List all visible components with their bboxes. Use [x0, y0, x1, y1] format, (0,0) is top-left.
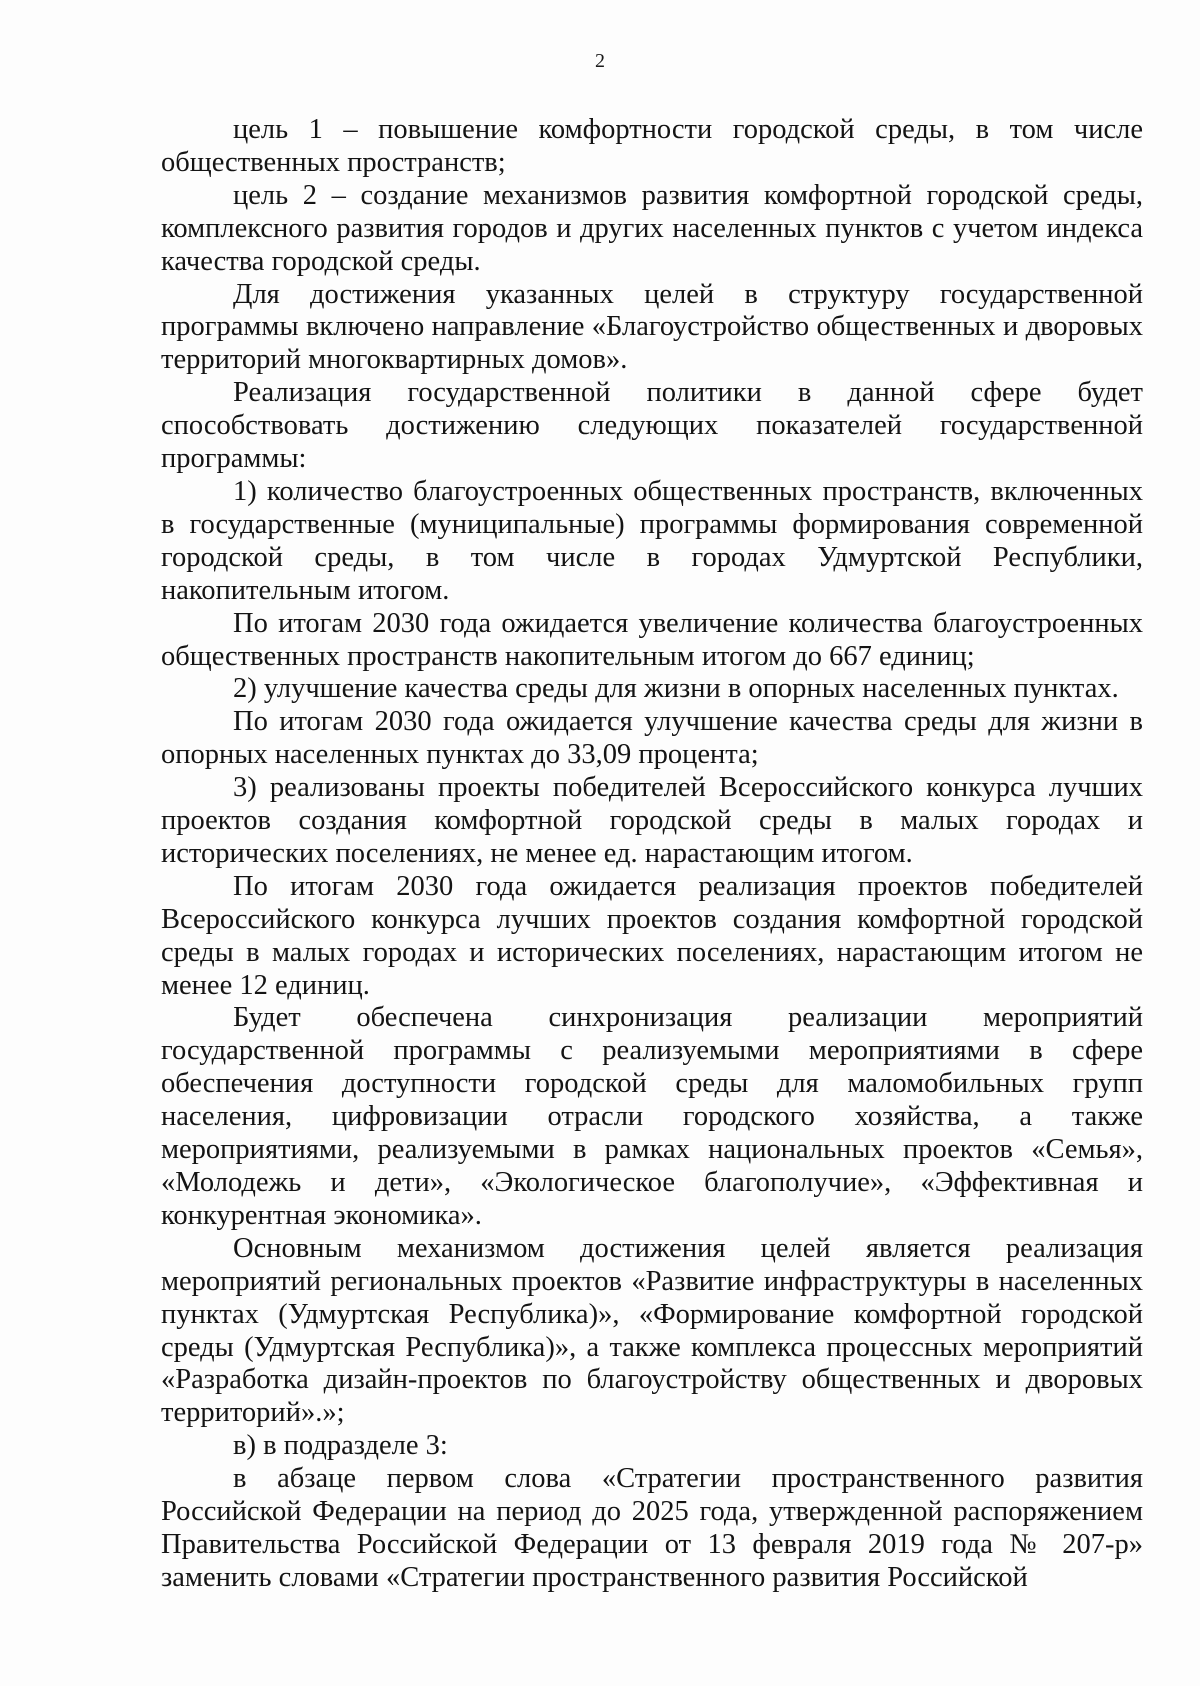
paragraph-first-abzac: в абзаце первом слова «Стратегии пространственного развития Российской Федерации на период до 2025 года, утвержденной распоряжением Правительства Российской Федерации от 13 февраля 2019 года № 207-р» заменить словами «Стратегии пространственного развития Российской [161, 1463, 1143, 1593]
paragraph-mechanism: Основным механизмом достижения целей является реализация мероприятий региональных проектов «Развитие инфраструктуры в населенных пунктах (Удмуртская Республика)», «Формирование комфортной городской среды (Удмуртская Республика)», а также комплекса процессных мероприятий «Разработка дизайн-проектов по благоустройству общественных и дворовых территорий».»; [161, 1232, 1143, 1429]
paragraph-subsection-3: в) в подразделе 3: [233, 1430, 448, 1462]
paragraph-indicator-2: 2) улучшение качества среды для жизни в опорных населенных пунктах. [233, 673, 1119, 705]
paragraph-indicator-1: 1) количество благоустроенных общественных пространств, включенных в государственные (муниципальные) программы формирования современной городской среды, в том числе в городах Удмуртской Республики, накопительным итогом. [161, 475, 1143, 606]
paragraph-indicator-2-result: По итогам 2030 года ожидается улучшение качества среды для жизни в опорных населенных пунктах до 33,09 процента; [161, 706, 1143, 771]
paragraph-indicator-1-result: По итогам 2030 года ожидается увеличение количества благоустроенных общественных пространств накопительным итогом до 667 единиц; [161, 607, 1143, 672]
page-number: 2 [595, 50, 605, 72]
paragraph-indicator-3: 3) реализованы проекты победителей Всероссийского конкурса лучших проектов создания комфортной городской среды в малых городах и исторических поселениях, не менее ед. нарастающим итогом. [161, 772, 1143, 869]
paragraph-synchronization: Будет обеспечена синхронизация реализации мероприятий государственной программы с реализуемыми мероприятиями в сфере обеспечения доступности городской среды для маломобильных групп населения, цифровизации отрасли городского хозяйства, а также мероприятиями, реализуемыми в рамках национальных проектов «Семья», «Молодежь и дети», «Экологическое благополучие», «Эффективная и конкурентная экономика». [161, 1002, 1143, 1231]
paragraph-indicator-3-result: По итогам 2030 года ожидается реализация проектов победителей Всероссийского конкурса лучших проектов создания комфортной городской среды в малых городах и исторических поселениях, нарастающим итогом не менее 12 единиц. [161, 870, 1143, 1001]
paragraph-goal-1: цель 1 – повышение комфортности городской среды, в том числе общественных пространств; [161, 114, 1143, 178]
paragraph-policy-implementation: Реализация государственной политики в данной сфере будет способствовать достижению следующих показателей государственной программы: [161, 377, 1143, 475]
document-body [161, 114, 1143, 1595]
paragraph-goal-2: цель 2 – создание механизмов развития комфортной городской среды, комплексного развития городов и других населенных пунктов с учетом индекса качества городской среды. [161, 179, 1143, 277]
paragraph-direction: Для достижения указанных целей в структуру государственной программы включено направление «Благоустройство общественных и дворовых территорий многоквартирных домов». [161, 278, 1143, 376]
